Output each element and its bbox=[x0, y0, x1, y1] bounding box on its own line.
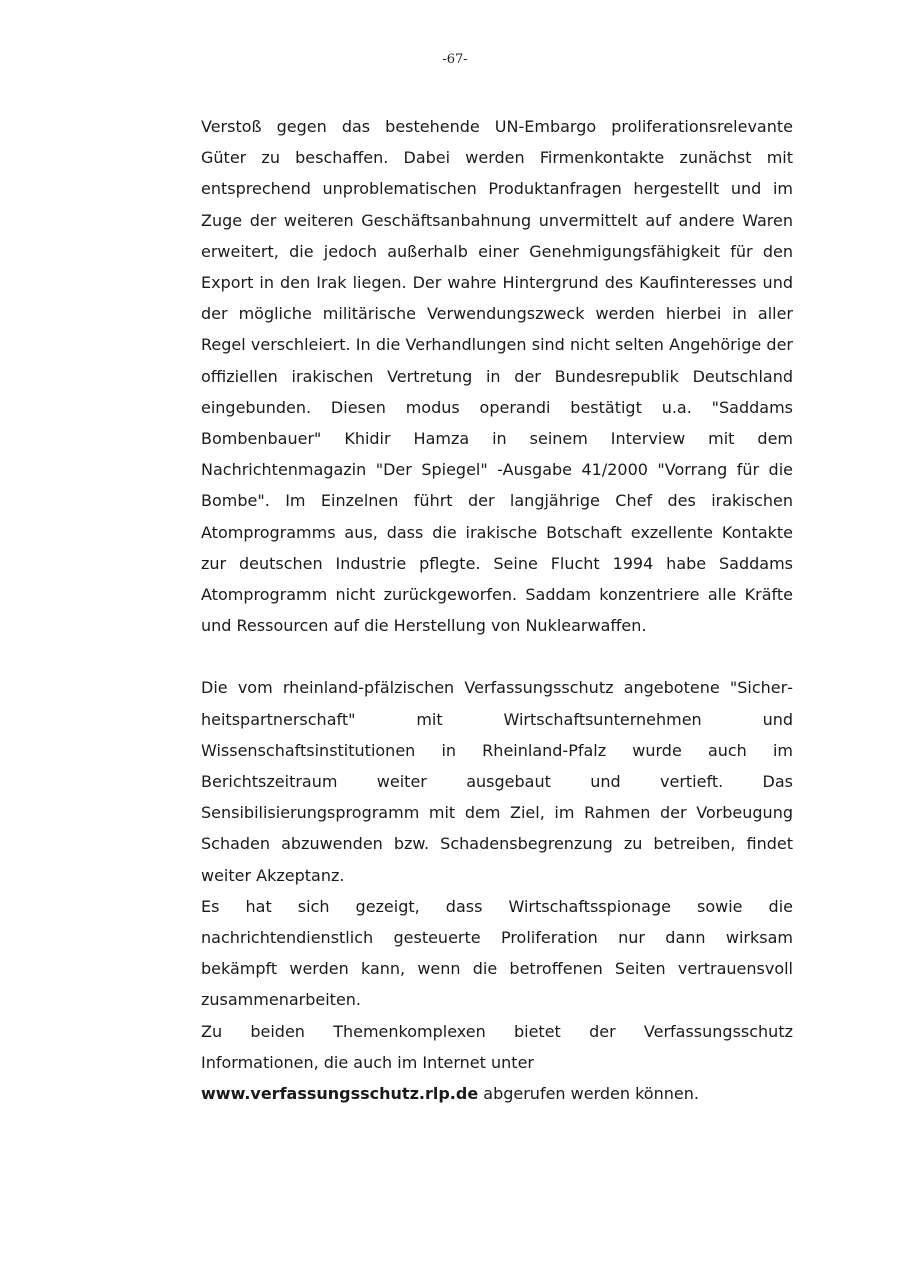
website-link[interactable]: www.verfassungsschutz.rlp.de bbox=[201, 1084, 479, 1104]
paragraph-proliferation: Verstoß gegen das bestehende UN-Embargo proliferationsrelevante Güter zu beschaffen. Dabei werden Firmenkontakte zunächst mit entsprechend unproblematischen Produktanfragen hergestellt und im Zuge der weiteren Geschäftsanbahnung unvermittelt auf andere Waren erweitert, die jedoch außerhalb einer Genehmigungsfähigkeit für den Export in den Irak liegen. Der wahre Hintergrund des Kaufinteresses und der mögliche militärische Verwendungszweck werden hierbei in aller Regel verschleiert. In die Verhandlungen sind nicht selten Angehörige der offiziellen irakischen Vertretung in der Bundesrepublik Deutschland eingebunden. Diesen modus operandi bestätigt u.a. "Saddams Bombenbauer" Khidir Hamza in seinem Interview mit dem Nachrichtenmagazin "Der Spiegel" -Ausgabe 41/2000 "Vorrang für die Bombe". Im Einzelnen führt der langjährige Chef des irakischen Atomprogramms aus, dass die irakische Botschaft exzellente Kontakte zur deutschen Industrie pflegte. Seine Flucht 1994 habe Saddams Atomprogramm nicht zurückgeworfen. Saddam konzentriere alle Kräfte und Ressourcen auf die Herstellung von Nuklearwaffen. bbox=[201, 117, 793, 636]
document-body bbox=[201, 111, 793, 1109]
url-suffix-text: abgerufen werden können. bbox=[478, 1084, 699, 1104]
paragraph-spacer bbox=[201, 641, 793, 672]
paragraph-cooperation: Es hat sich gezeigt, dass Wirtschaftsspionage sowie die nachrichtendienstlich gesteuerte Proliferation nur dann wirksam bekämpft werden kann, wenn die betroffenen Seiten vertrauensvoll zusammenarbeiten. bbox=[201, 896, 793, 1010]
paragraph-url-line bbox=[201, 1078, 793, 1109]
page-number: -67- bbox=[442, 52, 468, 67]
paragraph-information: Zu beiden Themenkomplexen bietet der Verfassungsschutz Informationen, die auch im Internet unter bbox=[201, 1021, 793, 1072]
paragraph-security-partnership: Die vom rheinland-pfälzischen Verfassungsschutz angebotene "Sicherheitspartnerschaft" mit Wirtschaftsunternehmen und Wissenschaftsinstitutionen in Rheinland-Pfalz wurde auch im Berichtszeitraum weiter ausgebaut und vertieft. Das Sensibilisierungsprogramm mit dem Ziel, im Rahmen der Vorbeugung Schaden abzuwenden bzw. Schadensbegrenzung zu betreiben, findet weiter Akzeptanz. bbox=[201, 678, 793, 885]
